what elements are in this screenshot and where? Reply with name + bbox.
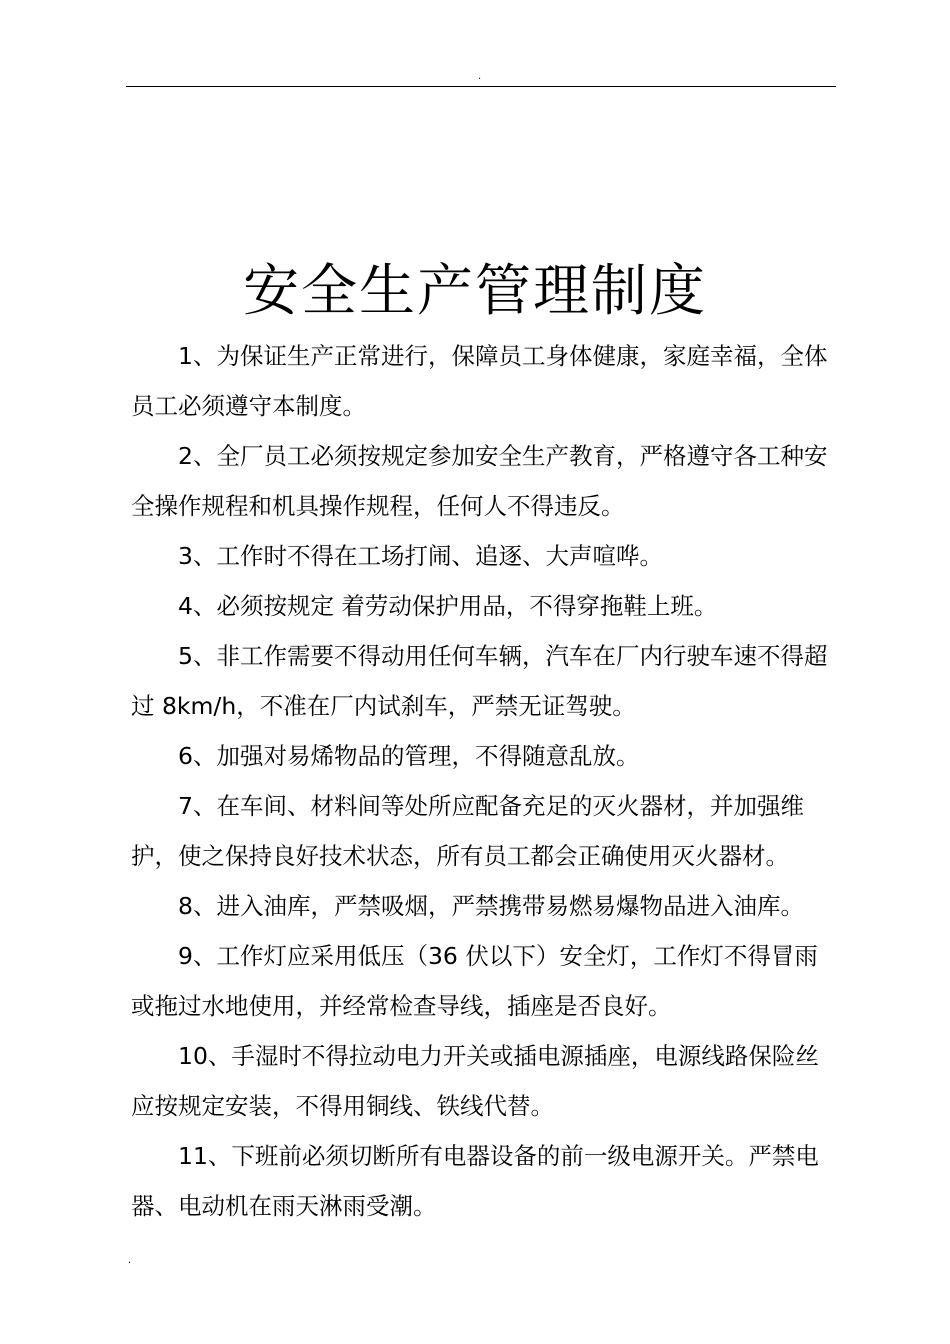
footer-mark: . <box>128 1255 132 1266</box>
header-mark: . <box>478 71 482 82</box>
rule-item-10: 10、手湿时不得拉动电力开关或插电源插座，电源线路保险丝应按规定安装，不得用铜线、铁线代替。 <box>131 1042 819 1120</box>
rule-item-9: 9、工作灯应采用低压（36 伏以下）安全灯，工作灯不得冒雨或拖过水地使用，并经常检查导线，插座是否良好。 <box>131 942 818 1020</box>
rules-list <box>131 331 836 1231</box>
rule-item-2: 2、全厂员工必须按规定参加安全生产教育，严格遵守各工种安全操作规程和机具操作规程，任何人不得违反。 <box>131 442 828 520</box>
header-divider <box>126 86 836 87</box>
rule-item-3: 3、工作时不得在工场打闹、追逐、大声喧哗。 <box>178 542 663 570</box>
rule-item-11: 11、下班前必须切断所有电器设备的前一级电源开关。严禁电器、电动机在雨天淋雨受潮。 <box>131 1142 819 1220</box>
rule-item-7: 7、在车间、材料间等处所应配备充足的灭火器材，并加强维护，使之保持良好技术状态，所有员工都会正确使用灭火器材。 <box>131 792 804 870</box>
rule-item-8: 8、进入油库，严禁吸烟，严禁携带易燃易爆物品进入油库。 <box>178 892 804 920</box>
rule-item-5: 5、非工作需要不得动用任何车辆，汽车在厂内行驶车速不得超过 8km/h，不准在厂内试刹车，严禁无证驾驶。 <box>131 642 828 720</box>
rule-item-4: 4、必须按规定 着劳动保护用品，不得穿拖鞋上班。 <box>178 592 718 620</box>
document-title: 安全生产管理制度 <box>243 258 707 324</box>
rule-item-1: 1、为保证生产正常进行，保障员工身体健康，家庭幸福，全体员工必须遵守本制度。 <box>131 342 828 420</box>
rule-item-6: 6、加强对易烯物品的管理，不得随意乱放。 <box>178 742 640 770</box>
